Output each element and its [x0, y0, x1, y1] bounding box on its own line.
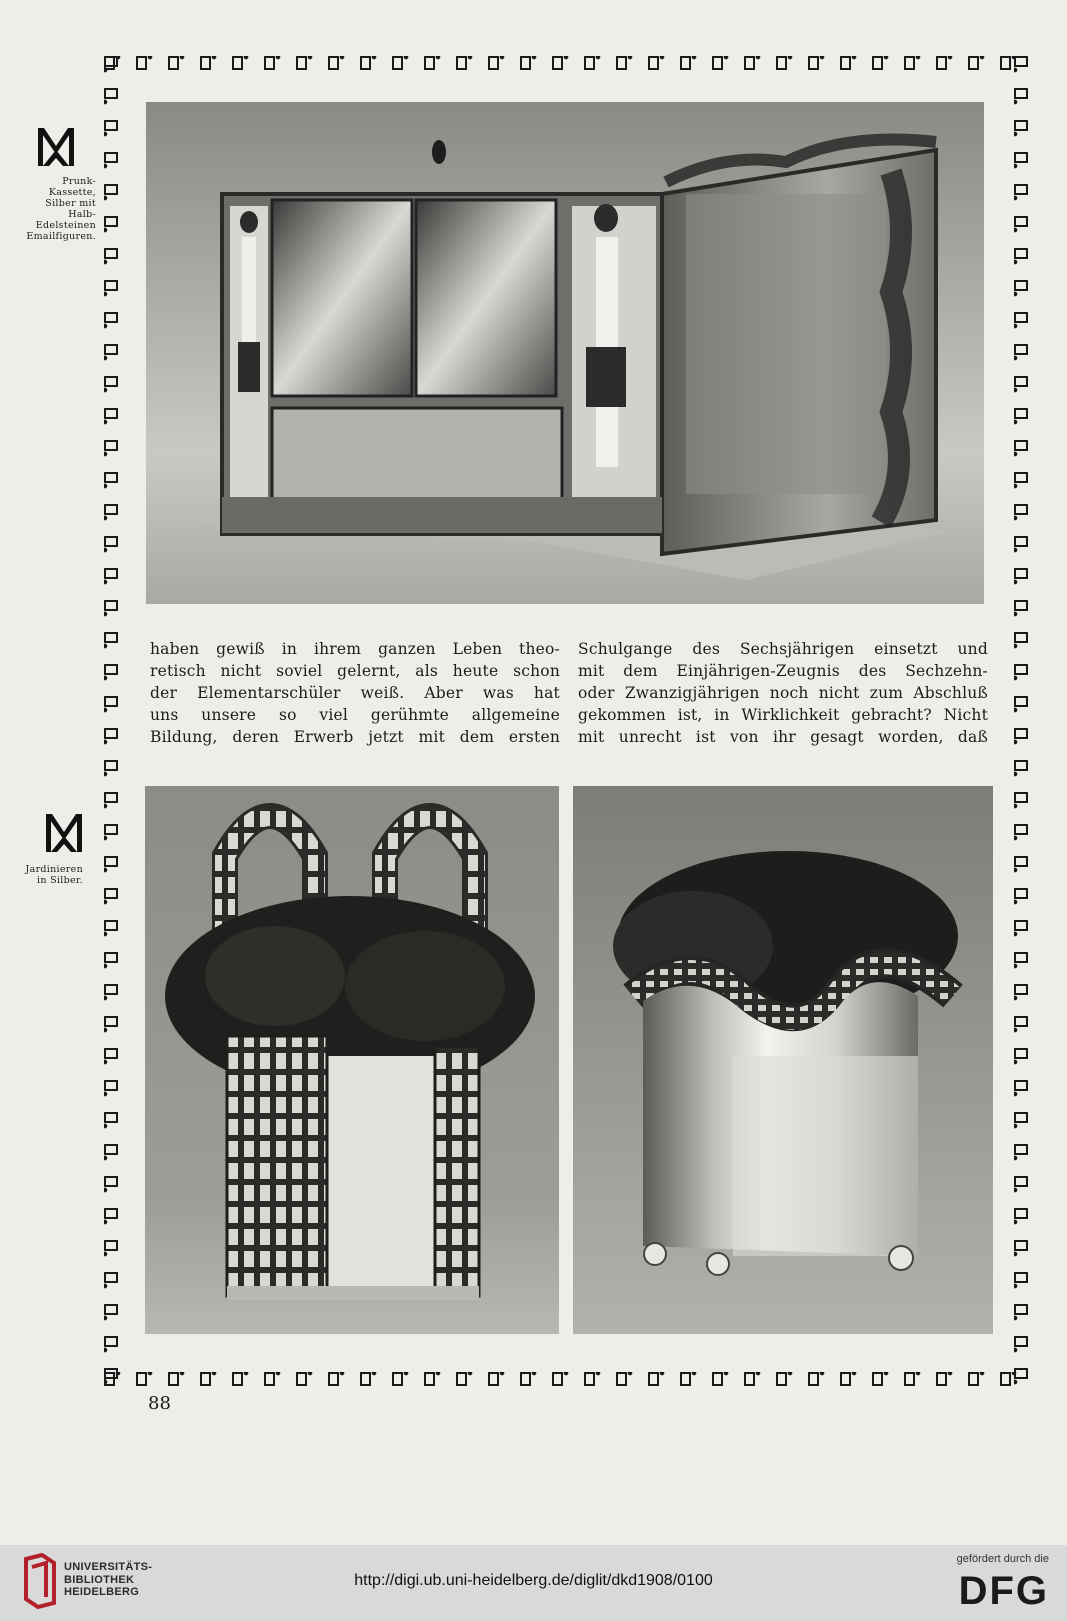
dfg-logo: DFG — [958, 1569, 1049, 1613]
wiener-werkstaette-monogram-icon — [36, 126, 76, 168]
ornamental-border-right — [1014, 56, 1028, 1386]
ornamental-border-left — [104, 56, 118, 1386]
funding-note: gefördert durch die — [956, 1553, 1049, 1565]
page-number: 88 — [148, 1393, 171, 1414]
photo-jardiniere-arched — [145, 786, 559, 1334]
text-column-left: haben gewiß in ihrem ganzen Leben theo- retisch nicht soviel gelernt, als heute schon der Elementarschüler weiß. Aber was hat uns unsere so viel gerühmte allgemeine Bildung, deren Erwerb jetzt mit dem ersten — [150, 640, 560, 746]
photo-jardiniere-wave — [573, 786, 993, 1334]
permalink-url[interactable]: http://digi.ub.uni-heidelberg.de/diglit/dkd1908/0100 — [354, 1572, 713, 1589]
wiener-werkstaette-monogram-icon — [44, 812, 84, 854]
ornamental-border-top — [104, 56, 1028, 70]
text-column-right: Schulgange des Sechsjährigen einsetzt und mit dem Einjährigen-Zeugnis des Sechzehn- oder Zwanzigjährigen noch nicht zum Abschluß gekommen ist, in Wirklichkeit gebracht? Nicht mit unrecht ist von ihr gesagt worden, daß — [578, 640, 988, 746]
caption-jardinieren: Jardinieren in Silber. — [25, 864, 83, 886]
ornamental-border-bottom — [104, 1372, 1028, 1386]
photo-prunk-kassette — [146, 102, 984, 604]
digitization-footer — [0, 1545, 1067, 1621]
library-name: UNIVERSITÄTS- BIBLIOTHEK HEIDELBERG — [64, 1561, 153, 1598]
caption-prunk-kassette: Prunk- Kassette, Silber mit Halb- Edelsteinen Emailfiguren. — [26, 176, 96, 242]
